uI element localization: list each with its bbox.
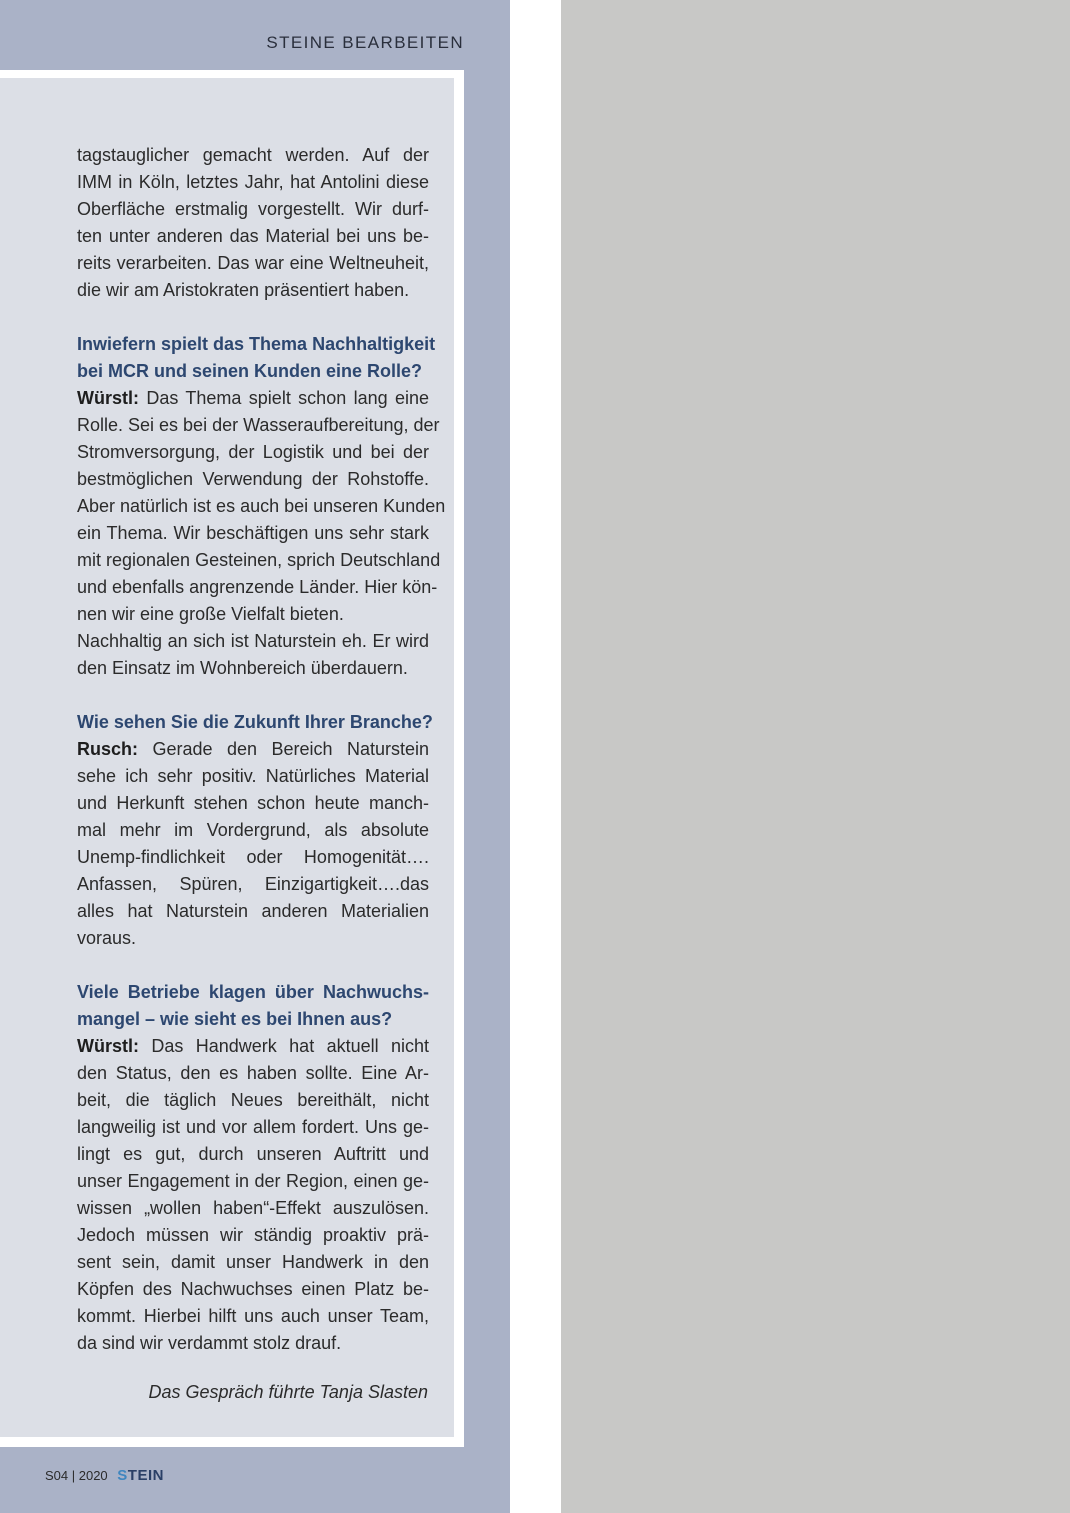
- answer-text: Gerade den Bereich Naturstein: [138, 739, 429, 759]
- text-line: langweilig ist und vor allem fordert. Uns ge-: [77, 1117, 429, 1137]
- text-line: ein Thema. Wir beschäftigen uns sehr stark: [77, 523, 429, 543]
- text-line: sehe ich sehr positiv. Natürliches Material: [77, 766, 429, 786]
- text-line: die wir am Aristokraten präsentiert haben.: [77, 280, 410, 300]
- text-line: und Herkunft stehen schon heute manch-: [77, 793, 429, 813]
- question-line: Viele Betriebe klagen über Nachwuchs-: [77, 982, 429, 1002]
- speaker-label: Würstl:: [77, 388, 139, 408]
- text-line: Jedoch müssen wir ständig proaktiv prä-: [77, 1225, 429, 1245]
- text-line: und ebenfalls angrenzende Länder. Hier kön-: [77, 577, 438, 597]
- text-line: kommt. Hierbei hilft uns auch unser Team,: [77, 1306, 429, 1326]
- text-line: sent sein, damit unser Handwerk in den: [77, 1252, 429, 1272]
- text-line: mit regionalen Gesteinen, sprich Deutschland: [77, 550, 441, 570]
- text-line: wissen „wollen haben“-Effekt auszulösen.: [77, 1198, 429, 1218]
- interview-section: [77, 979, 429, 1357]
- text-line: den Einsatz im Wohnbereich überdauern.: [77, 658, 408, 678]
- text-line: voraus.: [77, 928, 137, 948]
- answer-first-line: [77, 1033, 429, 1060]
- text-line: nen wir eine große Vielfalt bieten.: [77, 604, 344, 624]
- answer-first-line: [77, 385, 429, 412]
- text-line: Köpfen des Nachwuchses einen Platz be-: [77, 1279, 429, 1299]
- magazine-logo: [117, 1467, 164, 1484]
- text-line: Oberfläche erstmalig vorgestellt. Wir durf-: [77, 199, 429, 219]
- text-line: Nachhaltig an sich ist Naturstein eh. Er wird: [77, 631, 429, 651]
- magazine-logo-rest: TEIN: [127, 1467, 164, 1484]
- speaker-label: Würstl:: [77, 1036, 139, 1056]
- text-line: lingt es gut, durch unseren Auftritt und: [77, 1144, 429, 1164]
- text-line: alles hat Naturstein anderen Materialien: [77, 901, 429, 921]
- text-line: tagstauglicher gemacht werden. Auf der: [77, 145, 429, 165]
- text-line: Aber natürlich ist es auch bei unseren Kunden: [77, 496, 446, 516]
- answer-first-line: [77, 736, 429, 763]
- text-line: bestmöglichen Verwendung der Rohstoffe.: [77, 469, 429, 489]
- right-gray-panel: [561, 0, 1070, 1513]
- question-line: mangel – wie sieht es bei Ihnen aus?: [77, 1009, 393, 1029]
- section-title: STEINE BEARBEITEN: [266, 33, 464, 52]
- interview-section: [77, 709, 433, 952]
- text-line: beit, die täglich Neues bereithält, nicht: [77, 1090, 429, 1110]
- interview-section: [77, 331, 446, 682]
- text-line: den Status, den es haben sollte. Eine Ar-: [77, 1063, 429, 1083]
- text-line: ten unter anderen das Material bei uns be-: [77, 226, 429, 246]
- page-footer: [45, 1467, 164, 1484]
- question-line: Wie sehen Sie die Zukunft Ihrer Branche?: [77, 712, 433, 732]
- question-line: Inwiefern spielt das Thema Nachhaltigkeit: [77, 334, 436, 354]
- text-line: Anfassen, Spüren, Einzigartigkeit….das: [77, 874, 429, 894]
- answer-text: Das Handwerk hat aktuell nicht: [139, 1036, 429, 1056]
- text-line: IMM in Köln, letztes Jahr, hat Antolini diese: [77, 172, 429, 192]
- text-line: da sind wir verdammt stolz drauf.: [77, 1333, 342, 1353]
- issue-number: S04 | 2020: [45, 1468, 108, 1483]
- text-line: Stromversorgung, der Logistik und bei der: [77, 442, 429, 462]
- speaker-label: Rusch:: [77, 739, 139, 759]
- text-line: Unemp-findlichkeit oder Homogenität….: [77, 847, 429, 867]
- answer-text: Das Thema spielt schon lang eine: [139, 388, 429, 408]
- text-line: mal mehr im Vordergrund, als absolute: [77, 820, 429, 840]
- article-text: [77, 142, 446, 1384]
- text-line: unser Engagement in der Region, einen ge-: [77, 1171, 429, 1191]
- intro-paragraph: [77, 142, 429, 304]
- text-line: reits verarbeiten. Das war eine Weltneuheit,: [77, 253, 429, 273]
- interview-credit: Das Gespräch führte Tanja Slasten: [148, 1382, 428, 1402]
- text-line: Rolle. Sei es bei der Wasseraufbereitung, der: [77, 415, 440, 435]
- question-line: bei MCR und seinen Kunden eine Rolle?: [77, 361, 423, 381]
- magazine-logo-initial: S: [117, 1467, 128, 1484]
